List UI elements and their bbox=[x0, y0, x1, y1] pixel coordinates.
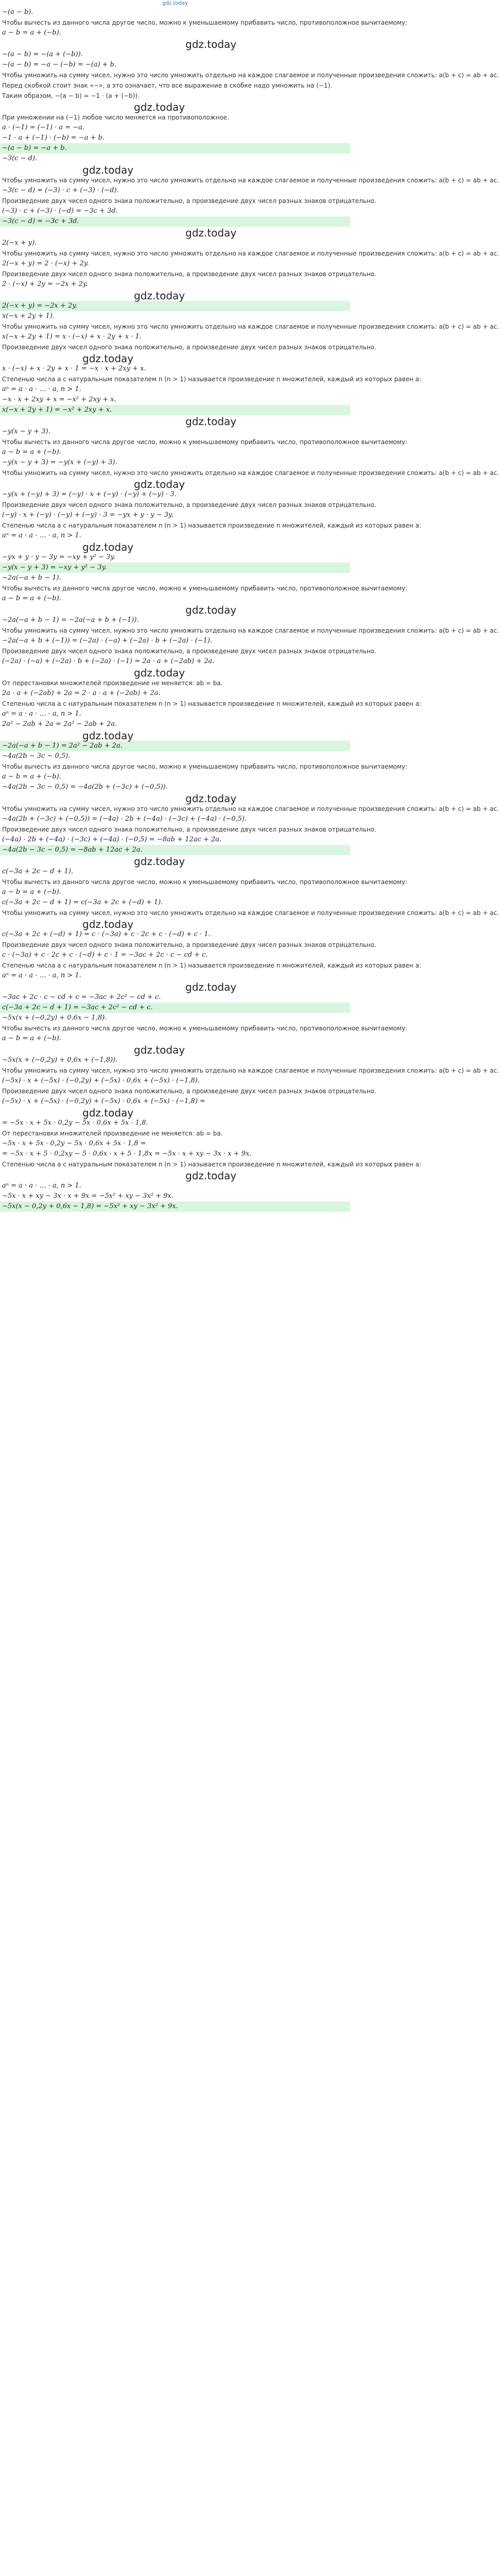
watermark bbox=[0, 667, 350, 678]
result-line: −(a − b) = −a + b. bbox=[0, 143, 350, 154]
math-line: −4a(2b + (−3c) + (−0,5)) = (−4a) · 2b + (−4a) · (−3c) + (−4a) · (−0,5). bbox=[2, 815, 247, 823]
math-line: −3(c − d) = (−3) · c + (−3) · (−d). bbox=[2, 187, 119, 194]
math-line: −(a − b). bbox=[2, 8, 33, 16]
math-line: −2a(−a + b − 1) = −2a(−a + b + (−1)). bbox=[2, 616, 139, 624]
math-line: (−3) · c + (−3) · (−d) = −3c + 3d. bbox=[2, 207, 118, 215]
result-line: −3(c − d) = −3c + 3d. bbox=[0, 216, 350, 227]
explanation-text: При умножении на (−1) любое число меняется на противоположное. bbox=[2, 114, 229, 121]
explanation-text: Чтобы умножить на сумму чисел, нужно это число умножить отдельно на каждое слагаемое и полученные произведения сложить: a(b + c) = ab + ac. bbox=[2, 909, 499, 917]
explanation-text: Перед скобкой стоит знак «−», а это означает, что все выражение в скобке надо умножить на (−1). bbox=[2, 82, 333, 89]
solution-content bbox=[0, 7, 499, 1212]
math-line: −(a − b) = −(a + (−b)). bbox=[2, 50, 83, 58]
watermark-text: gdz.today bbox=[82, 918, 134, 930]
watermark-text: gdz.today bbox=[185, 38, 237, 50]
explanation-text: Таким образом, −(a − b) = −1 · (a + (−b)). bbox=[2, 92, 140, 99]
watermark-text: gdz.today bbox=[185, 415, 237, 428]
explanation-text: Чтобы вычесть из данного числа другое число, можно к уменьшаемому прибавить число, противоположное вычитаемому: bbox=[2, 19, 408, 26]
watermark-text: gdz.today bbox=[185, 981, 237, 993]
watermark bbox=[0, 855, 350, 867]
explanation-text: Чтобы умножить на сумму чисел, нужно это число умножить отдельно на каждое слагаемое и полученные произведения сложить: a(b + c) = ab + ac. bbox=[2, 469, 499, 477]
explanation-text: Произведение двух чисел одного знака положительно, а произведение двух чисел разных знаков отрицательно. bbox=[2, 1088, 376, 1095]
watermark-text: gdz.today bbox=[82, 1107, 134, 1119]
watermark bbox=[0, 227, 350, 238]
result-line: c(−3a + 2c − d + 1) = −3ac + 2c² − cd + c. bbox=[0, 1003, 350, 1013]
explanation-text: Чтобы умножить на сумму чисел, нужно это число умножить отдельно на каждое слагаемое и полученные произведения сложить: a(b + c) = ab + ac. bbox=[2, 72, 499, 79]
math-line: −2a(−a + b + (−1)) = (−2a) · (−a) + (−2a) · b + (−2a) · (−1). bbox=[2, 637, 213, 645]
math-line: −y(x − y + 3) = −y(x + (−y) + 3). bbox=[2, 459, 117, 466]
explanation-text: Произведение двух чисел одного знака положительно, а произведение двух чисел разных знаков отрицательно. bbox=[2, 197, 376, 205]
explanation-text: Степенью числа a с натуральным показателем n (n > 1) называется произведение n множителей, каждый из которых равен a: bbox=[2, 700, 422, 707]
math-line: −4a(2b − 3c − 0,5) = −4a(2b + (−3c) + (−0,5)). bbox=[2, 783, 168, 791]
explanation-text: Чтобы умножить на сумму чисел, нужно это число умножить отдельно на каждое слагаемое и полученные произведения сложить: a(b + c) = ab + ac. bbox=[2, 805, 499, 812]
explanation-text: Чтобы умножить на сумму чисел, нужно это число умножить отдельно на каждое слагаемое и полученные произведения сложить: a(b + c) = ab + ac. bbox=[2, 1067, 499, 1074]
math-line: a · (−1) = (−1) · a = −a. bbox=[2, 124, 84, 131]
result-line: −y(x − y + 3) = −xy + y² − 3y. bbox=[0, 563, 350, 573]
math-line: −y(x + (−y) + 3) = (−y) · x + (−y) · (−y) + (−y) · 3. bbox=[2, 490, 177, 498]
explanation-text: Произведение двух чисел одного знака положительно, а произведение двух чисел разных знаков отрицательно. bbox=[2, 826, 376, 833]
math-line: −5x · x + xy − 3x · x + 9x = −5x² + xy − 3x² + 9x. bbox=[2, 1192, 174, 1200]
watermark bbox=[0, 290, 350, 301]
math-line: = −5x · x + 5x · 0,2y − 5x · 0,6x + 5x · 1,8. bbox=[2, 1119, 148, 1127]
math-line: aⁿ = a · a · … · a, n > 1. bbox=[2, 1182, 81, 1190]
explanation-text: Произведение двух чисел одного знака положительно, а произведение двух чисел разных знаков отрицательно. bbox=[2, 941, 376, 948]
math-line: −1 · a + (−1) · (−b) = −a + b. bbox=[2, 134, 105, 142]
explanation-text: Степенью числа a с натуральным показателем n (n > 1) называется произведение n множителей, каждый из которых равен a: bbox=[2, 522, 422, 529]
explanation-text: Чтобы вычесть из данного числа другое число, можно к уменьшаемому прибавить число, противоположное вычитаемому: bbox=[2, 438, 408, 446]
explanation-text: Чтобы умножить на сумму чисел, нужно это число умножить отдельно на каждое слагаемое и полученные произведения сложить: a(b + c) = ab + ac. bbox=[2, 177, 499, 184]
explanation-text: Чтобы вычесть из данного числа другое число, можно к уменьшаемому прибавить число, противоположное вычитаемому: bbox=[2, 585, 408, 592]
math-line: −4a(2b − 3c − 0,5). bbox=[2, 752, 71, 760]
explanation-text: Произведение двух чисел одного знака положительно, а произведение двух чисел разных знаков отрицательно. bbox=[2, 501, 376, 509]
result-line: 2(−x + y) = −2x + 2y. bbox=[0, 301, 350, 311]
watermark-text: gdz.today bbox=[185, 227, 237, 239]
math-line: 2 · (−x) + 2y = −2x + 2y. bbox=[2, 280, 88, 288]
math-line: −3ac + 2c · c − cd + c = −3ac + 2c² − cd + c. bbox=[2, 993, 161, 1001]
math-line: 2(−x + y) = 2 · (−x) + 2y. bbox=[2, 260, 89, 267]
explanation-text: От перестановки множителей произведение не меняется: ab = ba. bbox=[2, 1130, 223, 1137]
math-line: (−5x) · x + (−5x) · (−0,2y) + (−5x) · 0,6x + (−5x) · (−1,8) = bbox=[2, 1097, 205, 1105]
math-line: x · (−x) + x · 2y + x · 1 = −x · x + 2xy + x. bbox=[2, 365, 146, 372]
math-line: c(−3a + 2c − d + 1). bbox=[2, 868, 74, 875]
math-line: −y(x − y + 3). bbox=[2, 428, 50, 435]
math-line: −2a(−a + b − 1). bbox=[2, 574, 61, 582]
watermark bbox=[0, 1170, 350, 1181]
math-line: (−y) · x + (−y) · (−y) + (−y) · 3 = −yx + y · y − 3y. bbox=[2, 511, 174, 519]
watermark-text: gdz.today bbox=[82, 164, 134, 176]
math-line: −5x · x + 5x · 0,2y − 5x · 0,6x + 5x · 1,8 = bbox=[2, 1140, 146, 1147]
result-line: x(−x + 2y + 1) = −x² + 2xy + x. bbox=[0, 405, 350, 415]
math-line: (−4a) · 2b + (−4a) · (−3c) + (−4a) · (−0,5) = −8ab + 12ac + 2a. bbox=[2, 836, 222, 843]
math-line: = −5x · x + 5 · 0,2xy − 5 · 0,6x · x + 5 · 1,8x = −5x · x + xy − 3x · x + 9x. bbox=[2, 1150, 252, 1158]
explanation-text: Степенью числа a с натуральным показателем n (n > 1) называется произведение n множителей, каждый из которых равен a: bbox=[2, 1161, 422, 1168]
result-line: −4a(2b − 3c − 0,5) = −8ab + 12ac + 2a. bbox=[0, 845, 350, 855]
explanation-text: Произведение двух чисел одного знака положительно, а произведение двух чисел разных знаков отрицательно. bbox=[2, 648, 376, 655]
explanation-text: Чтобы вычесть из данного числа другое число, можно к уменьшаемому прибавить число, противоположное вычитаемому: bbox=[2, 878, 408, 886]
math-line: c(−3a + 2c + (−d) + 1) = c · (−3a) + c · 2c + c · (−d) + c · 1. bbox=[2, 930, 211, 938]
watermark-text: gdz.today bbox=[185, 1170, 237, 1182]
watermark bbox=[0, 918, 350, 929]
math-line: aⁿ = a · a · … · a, n > 1. bbox=[2, 710, 81, 718]
watermark bbox=[0, 478, 350, 489]
watermark-text: gdz.today bbox=[82, 730, 134, 742]
math-line: c(−3a + 2c − d + 1) = c(−3a + 2c + (−d) + 1). bbox=[2, 899, 163, 906]
watermark-text: gdz.today bbox=[134, 855, 185, 868]
math-line: a − b = a + (−b). bbox=[2, 1035, 61, 1042]
watermark bbox=[0, 604, 350, 615]
math-line: x(−x + 2y + 1) = x · (−x) + x · 2y + x · 1. bbox=[2, 333, 142, 341]
watermark-text: gdz.today bbox=[134, 478, 185, 490]
math-line: x(−x + 2y + 1). bbox=[2, 312, 55, 320]
explanation-text: Чтобы вычесть из данного числа другое число, можно к уменьшаемому прибавить число, противоположное вычитаемому: bbox=[2, 1025, 408, 1032]
watermark-text: gdz.today bbox=[134, 667, 185, 679]
explanation-text: Чтобы умножить на сумму чисел, нужно это число умножить отдельно на каждое слагаемое и полученные произведения сложить: a(b + c) = ab + ac. bbox=[2, 323, 499, 330]
math-line: 2(−x + y). bbox=[2, 239, 37, 247]
explanation-text: Чтобы вычесть из данного числа другое число, можно к уменьшаемому прибавить число, противоположное вычитаемому: bbox=[2, 763, 408, 770]
watermark-text: gdz.today bbox=[134, 101, 185, 113]
math-line: (−2a) · (−a) + (−2a) · b + (−2a) · (−1) = 2a · a + (−2ab) + 2a. bbox=[2, 657, 215, 665]
watermark-text: gdz.today bbox=[185, 604, 237, 616]
math-line: aⁿ = a · a · … · a, n > 1. bbox=[2, 972, 81, 979]
watermark-text: gdz.today bbox=[82, 541, 134, 553]
result-line: −5x(x − 0,2y + 0,6x − 1,8) = −5x² + xy − 3x² + 9x. bbox=[0, 1201, 350, 1212]
math-line: a − b = a + (−b). bbox=[2, 29, 61, 37]
watermark bbox=[0, 981, 350, 992]
site-header[interactable]: gdz.today bbox=[162, 1, 188, 6]
explanation-text: Чтобы умножить на сумму чисел, нужно это число умножить отдельно на каждое слагаемое и полученные произведения сложить: a(b + c) = ab + ac. bbox=[2, 627, 499, 634]
math-line: −5x(x + (−0,2y) + 0,6x − 1,8). bbox=[2, 1014, 107, 1022]
result-line: −2a(−a + b − 1) = 2a² − 2ab + 2a. bbox=[0, 741, 350, 751]
explanation-text: Чтобы умножить на сумму чисел, нужно это число умножить отдельно на каждое слагаемое и полученные произведения сложить: a(b + c) = ab + ac. bbox=[2, 250, 499, 257]
math-line: a − b = a + (−b). bbox=[2, 773, 61, 781]
explanation-text: Произведение двух чисел одного знака положительно, а произведение двух чисел разных знаков отрицательно. bbox=[2, 344, 376, 351]
watermark bbox=[0, 1044, 350, 1055]
math-line: a − b = a + (−b). bbox=[2, 595, 61, 602]
math-line: aⁿ = a · a · … · a, n > 1. bbox=[2, 532, 81, 539]
explanation-text: Степенью числа a с натуральным показателем n (n > 1) называется произведение n множителей, каждый из которых равен a: bbox=[2, 962, 422, 969]
math-line: −yx + y · y − 3y = −xy + y² − 3y. bbox=[2, 553, 116, 561]
watermark bbox=[0, 415, 350, 427]
math-line: −5x(x + (−0,2y) + 0,6x + (−1,8)). bbox=[2, 1056, 118, 1064]
watermark-text: gdz.today bbox=[185, 792, 237, 805]
watermark bbox=[0, 730, 350, 741]
math-line: 2a · a + (−2ab) + 2a = 2 · a · a + (−2ab) + 2a. bbox=[2, 689, 161, 697]
math-line: aⁿ = a · a · … · a, n > 1. bbox=[2, 385, 81, 393]
watermark bbox=[0, 792, 350, 804]
math-line: (−5x) · x + (−5x) · (−0,2y) + (−5x) · 0,6x + (−5x) · (−1,8). bbox=[2, 1077, 200, 1084]
math-line: 2a² − 2ab + 2a = 2a² − 2ab + 2a. bbox=[2, 720, 117, 728]
watermark bbox=[0, 101, 350, 112]
math-line: −x · x + 2xy + x = −x² + 2xy + x. bbox=[2, 396, 116, 403]
watermark bbox=[0, 164, 350, 175]
explanation-text: Степенью числа a с натуральным показателем n (n > 1) называется произведение n множителей, каждый из которых равен a: bbox=[2, 376, 422, 383]
watermark bbox=[0, 38, 350, 49]
explanation-text: От перестановки множителей произведение не меняется: ab = ba. bbox=[2, 680, 223, 687]
math-line: −(a − b) = −a − (−b) = −(a) + b. bbox=[2, 61, 117, 69]
watermark bbox=[0, 352, 350, 364]
math-line: −3(c − d). bbox=[2, 155, 38, 162]
watermark-text: gdz.today bbox=[134, 1044, 185, 1056]
math-line: a − b = a + (−b). bbox=[2, 888, 61, 896]
watermark-text: gdz.today bbox=[82, 352, 134, 365]
watermark bbox=[0, 1107, 350, 1118]
explanation-text: Произведение двух чисел одного знака положительно, а произведение двух чисел разных знаков отрицательно. bbox=[2, 270, 376, 278]
watermark bbox=[0, 541, 350, 552]
math-line: c · (−3a) + c · 2c + c · (−d) + c · 1 = −3ac + 2c · c − cd + c. bbox=[2, 951, 208, 959]
math-line: a − b = a + (−b). bbox=[2, 448, 61, 456]
watermark-text: gdz.today bbox=[134, 290, 185, 302]
